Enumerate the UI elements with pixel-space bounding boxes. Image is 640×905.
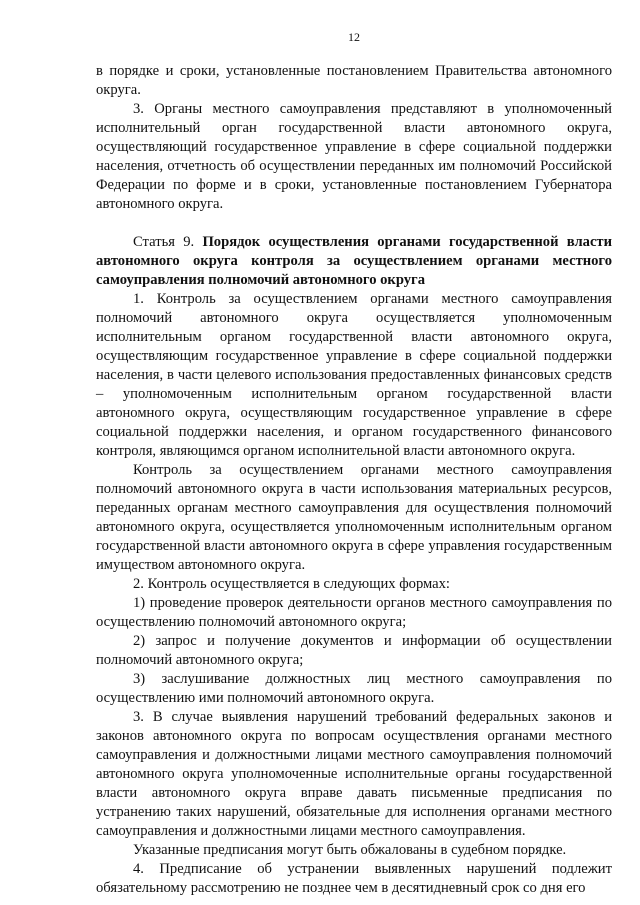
article-paragraph: Указанные предписания могут быть обжалованы в судебном порядке.: [133, 842, 567, 858]
article-paragraph: Контроль за осуществлением органами местного самоуправления полномочий автономного округа в части использования материальных ресурсов, переданных органам местного самоуправления для осуществления полномочий автономного округа, осуществляется уполномоченным исполнительным органом государственной власти автономного округа в сфере управления государственным имуществом автономного округа.: [96, 462, 612, 573]
article-list-item: 1) проведение проверок деятельности органов местного самоуправления по осуществлению полномочий автономного округа;: [96, 595, 612, 630]
document-page: [96, 30, 612, 898]
page-number: 12: [348, 30, 360, 44]
article-prefix: Статья 9.: [133, 234, 203, 250]
article-list-item: 3) заслушивание должностных лиц местного самоуправления по осуществлению ими полномочий автономного округа.: [96, 671, 612, 706]
article-paragraph: 2. Контроль осуществляется в следующих формах:: [133, 576, 450, 592]
paragraph-item-3: 3. Органы местного самоуправления представляют в уполномоченный исполнительный орган государственной власти автономного округа, осуществляющий государственное управление в сфере социальной поддержки населения, отчетность об осуществлении переданных им полномочий Российской Федерации по форме и в сроки, установленные постановлением Губернатора автономного округа.: [96, 101, 612, 212]
article-heading: [96, 233, 612, 290]
article-title: Порядок осуществления органами государственной власти автономного округа контроля за осуществлением органами местного самоуправления полномочий автономного округа: [96, 234, 613, 288]
article-paragraph: 3. В случае выявления нарушений требований федеральных законов и законов автономного округа по вопросам осуществления органами местного самоуправления и должностными лицами местного самоуправления полномочий автономного округа уполномоченные исполнительные органы государственной власти автономного округа вправе давать письменные предписания по устранению таких нарушений, обязательные для исполнения органами местного самоуправления и должностными лицами местного самоуправления.: [96, 709, 612, 839]
article-paragraph: 1. Контроль за осуществлением органами местного самоуправления полномочий автономного округа осуществляется уполномоченным исполнительным органом государственной власти автономного округа, осуществляющим государственное управление в сфере социальной поддержки населения, в части целевого использования предоставленных финансовых средств – уполномоченным исполнительным органом государственной власти автономного округа, осуществляющим государственное управление в сфере социальной поддержки населения, и органом государственного финансового контроля, являющимся органом исполнительной власти автономного округа.: [96, 291, 612, 459]
article-list-item: 2) запрос и получение документов и информации об осуществлении полномочий автономного округа;: [96, 633, 612, 668]
paragraph-continuation: в порядке и сроки, установленные постановлением Правительства автономного округа.: [96, 63, 612, 98]
article-paragraph: 4. Предписание об устранении выявленных нарушений подлежит обязательному рассмотрению не позднее чем в десятидневный срок со дня его: [96, 861, 612, 896]
